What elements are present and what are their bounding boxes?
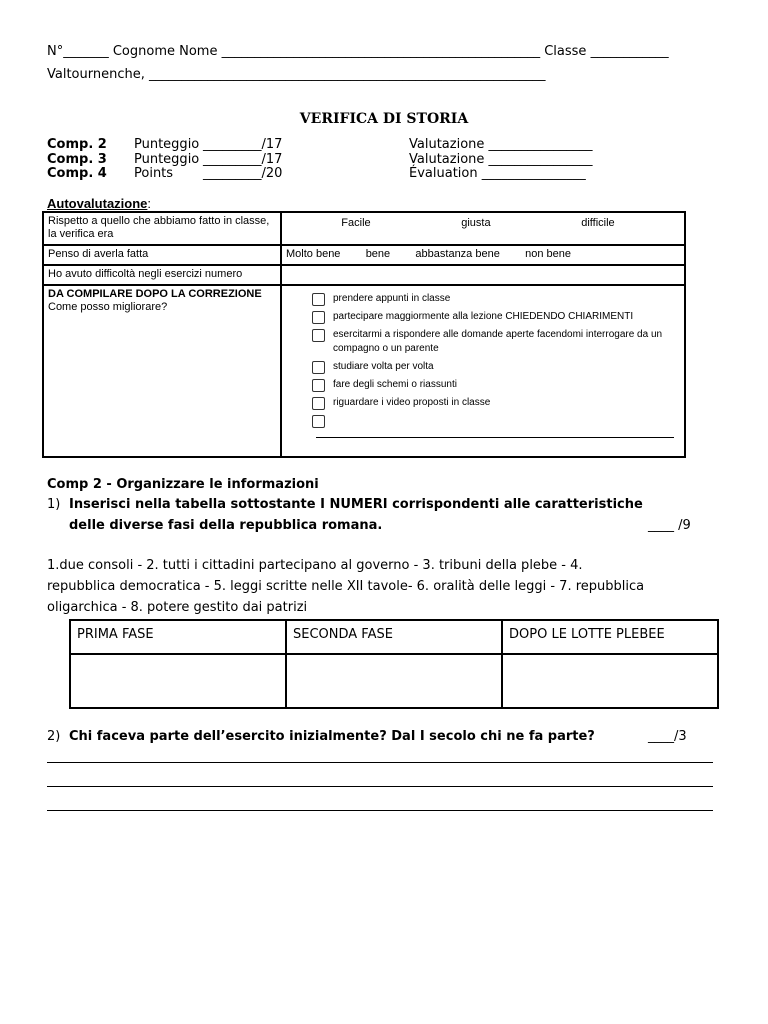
table-row bbox=[43, 265, 685, 285]
hard-answer-cell[interactable] bbox=[281, 265, 685, 285]
score-eval: Valutazione ________________ bbox=[409, 137, 593, 152]
score-blank: _________/20 bbox=[203, 166, 283, 181]
answer-line[interactable] bbox=[47, 786, 713, 787]
checkbox-item[interactable] bbox=[312, 292, 680, 306]
table-row bbox=[43, 245, 685, 265]
autovalutazione-heading bbox=[47, 196, 151, 211]
checkbox-icon[interactable] bbox=[312, 379, 325, 392]
header-date-line: Valtournenche, _____________________________________________________________ bbox=[47, 67, 546, 82]
q1-line1: Inserisci nella tabella sottostante I NUMERI corrispondenti alle caratteristiche bbox=[69, 497, 643, 512]
checkbox-icon[interactable] bbox=[312, 415, 325, 428]
score-eval: Évaluation ________________ bbox=[409, 166, 586, 181]
option-abbastanza-bene[interactable]: abbastanza bene bbox=[415, 248, 500, 260]
answer-prima-fase[interactable] bbox=[70, 654, 286, 708]
checkbox-item[interactable] bbox=[312, 378, 680, 392]
header-dopo-lotte: DOPO LE LOTTE PLEBEE bbox=[502, 620, 718, 654]
done-options bbox=[281, 245, 685, 265]
checkbox-item[interactable] bbox=[312, 396, 680, 410]
other-answer-line[interactable] bbox=[316, 436, 674, 438]
improve-title: DA COMPILARE DOPO LA CORREZIONE bbox=[48, 288, 262, 300]
improve-question-cell bbox=[43, 285, 281, 457]
option-giusta[interactable]: giusta bbox=[461, 217, 491, 229]
checkbox-icon[interactable] bbox=[312, 329, 325, 342]
checkbox-label: fare degli schemi o riassunti bbox=[333, 379, 457, 390]
score-blank: _________/17 bbox=[203, 152, 283, 167]
option-non-bene[interactable]: non bene bbox=[525, 248, 571, 260]
score-label: Punteggio bbox=[134, 152, 200, 167]
option-facile[interactable]: Facile bbox=[341, 217, 371, 229]
comp2-heading: Comp 2 - Organizzare le informazioni bbox=[47, 477, 319, 492]
answer-line[interactable] bbox=[47, 810, 713, 811]
score-comp-label: Comp. 2 bbox=[47, 137, 107, 152]
difficulty-options bbox=[281, 212, 685, 245]
answer-dopo-lotte[interactable] bbox=[502, 654, 718, 708]
header-prima-fase: PRIMA FASE bbox=[70, 620, 286, 654]
q1-score: ____ /9 bbox=[648, 518, 691, 533]
score-label: Punteggio bbox=[134, 137, 200, 152]
checkbox-item[interactable] bbox=[312, 328, 680, 356]
score-comp-label: Comp. 3 bbox=[47, 152, 107, 167]
q2-text: Chi faceva parte dell’esercito inizialmente? Dal I secolo chi ne fa parte? bbox=[69, 729, 595, 744]
option-molto-bene[interactable]: Molto bene bbox=[286, 248, 341, 260]
done-question: Penso di averla fatta bbox=[43, 245, 281, 265]
q1-line2: delle diverse fasi della repubblica romana. bbox=[69, 518, 383, 533]
checkbox-label: studiare volta per volta bbox=[333, 361, 434, 372]
q1-number: 1) bbox=[47, 497, 61, 512]
autovalutazione-title: Autovalutazione bbox=[47, 196, 148, 211]
autovalutazione-table bbox=[42, 211, 686, 458]
autovalutazione-colon: : bbox=[147, 196, 152, 211]
score-row-comp2 bbox=[47, 137, 107, 152]
checkbox-item-other[interactable] bbox=[312, 414, 680, 428]
score-eval: Valutazione ________________ bbox=[409, 152, 593, 167]
items-list-line2: repubblica democratica - 5. leggi scritte nelle XII tavole- 6. oralità delle leggi - 7. repubblica bbox=[47, 579, 645, 594]
improve-options-cell bbox=[281, 285, 685, 457]
q2-score: ____/3 bbox=[648, 729, 687, 744]
header-name-line: N°_______ Cognome Nome _________________________________________________ Classe ____________ bbox=[47, 44, 669, 59]
checkbox-icon[interactable] bbox=[312, 361, 325, 374]
option-bene[interactable]: bene bbox=[365, 248, 391, 260]
checkbox-item[interactable] bbox=[312, 360, 680, 374]
fasi-table bbox=[69, 619, 719, 709]
checkbox-label: partecipare maggiormente alla lezione CHIEDENDO CHIARIMENTI bbox=[333, 311, 634, 322]
items-list-line1: 1.due consoli - 2. tutti i cittadini partecipano al governo - 3. tribuni della plebe - 4. bbox=[47, 558, 583, 573]
table-row bbox=[43, 285, 685, 457]
answer-seconda-fase[interactable] bbox=[286, 654, 502, 708]
hard-question: Ho avuto difficoltà negli esercizi numero bbox=[43, 265, 281, 285]
header-seconda-fase: SECONDA FASE bbox=[286, 620, 502, 654]
checkbox-label: prendere appunti in classe bbox=[333, 293, 451, 304]
score-comp-label: Comp. 4 bbox=[47, 166, 107, 181]
checkbox-icon[interactable] bbox=[312, 311, 325, 324]
checkbox-icon[interactable] bbox=[312, 293, 325, 306]
table-row bbox=[43, 212, 685, 245]
table-row bbox=[70, 620, 718, 654]
checkbox-label: riguardare i video proposti in classe bbox=[333, 397, 491, 408]
page-title: VERIFICA DI STORIA bbox=[299, 111, 469, 127]
difficulty-question: Rispetto a quello che abbiamo fatto in classe, la verifica era bbox=[43, 212, 281, 245]
table-row bbox=[70, 654, 718, 708]
answer-line[interactable] bbox=[47, 762, 713, 763]
q2-number: 2) bbox=[47, 729, 61, 744]
score-blank: _________/17 bbox=[203, 137, 283, 152]
checkbox-icon[interactable] bbox=[312, 397, 325, 410]
improve-question: Come posso migliorare? bbox=[48, 301, 168, 313]
checkbox-label: esercitarmi a rispondere alle domande aperte facendomi interrogare da un compagno o un parente bbox=[333, 329, 663, 354]
option-difficile[interactable]: difficile bbox=[581, 217, 615, 229]
score-label: Points bbox=[134, 166, 174, 181]
items-list-line3: oligarchica - 8. potere gestito dai patrizi bbox=[47, 600, 308, 615]
checkbox-item[interactable] bbox=[312, 310, 680, 324]
